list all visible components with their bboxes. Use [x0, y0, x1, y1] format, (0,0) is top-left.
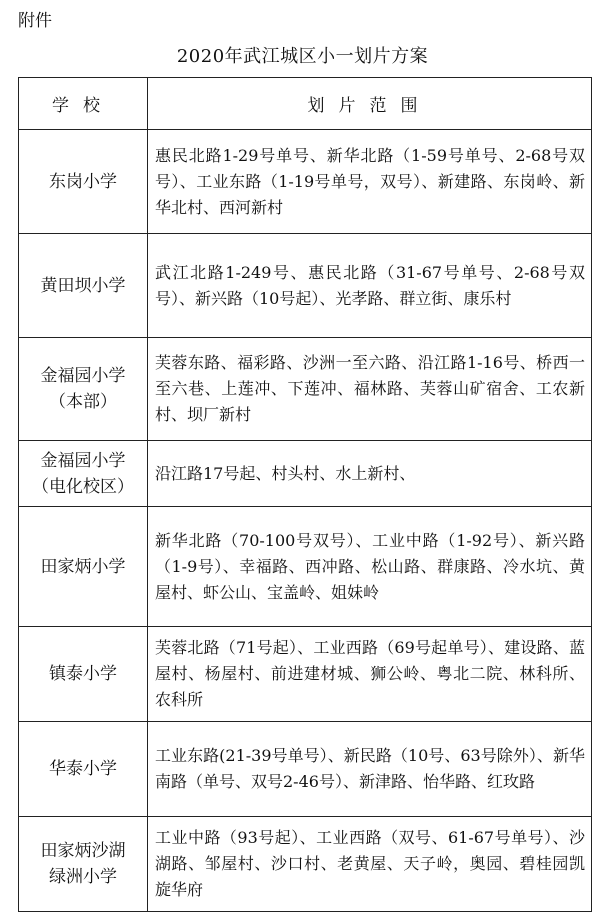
school-name: 金福园小学 （电化校区）	[19, 441, 148, 507]
zone-range: 武江北路1-249号、惠民北路（31-67号单号、2-68号双号）、新兴路（10号起）、光孝路、群立街、康乐村	[148, 234, 592, 338]
table-row	[19, 234, 592, 338]
zone-range: 新华北路（70-100号双号）、工业中路（1-92号）、新兴路（1-9号）、幸福路、西冲路、松山路、群康路、冷水坑、黄屋村、虾公山、宝盖岭、姐妹岭	[148, 507, 592, 627]
zone-range: 沿江路17号起、村头村、水上新村、	[148, 441, 592, 507]
table-row	[19, 817, 592, 912]
school-name: 华泰小学	[19, 722, 148, 817]
school-name: 黄田坝小学	[19, 234, 148, 338]
zone-range: 芙蓉北路（71号起）、工业西路（69号起单号）、建设路、蓝屋村、杨屋村、前进建材城、狮公岭、粤北二院、林科所、农科所	[148, 627, 592, 722]
school-name: 田家炳小学	[19, 507, 148, 627]
school-name: 金福园小学 （本部）	[19, 338, 148, 441]
table-row	[19, 722, 592, 817]
table-row	[19, 130, 592, 234]
attachment-label: 附件	[18, 11, 52, 31]
header-range: 划片范围	[148, 78, 592, 130]
school-name: 东岗小学	[19, 130, 148, 234]
zone-range: 惠民北路1-29号单号、新华北路（1-59号单号、2-68号双号）、工业东路（1-19号单号，双号）、新建路、东岗岭、新华北村、西河新村	[148, 130, 592, 234]
zoning-table	[18, 77, 592, 912]
zone-range: 工业中路（93号起）、工业西路（双号、61-67号单号）、沙湖路、邹屋村、沙口村、老黄屋、天子岭，奥园、碧桂园凯旋华府	[148, 817, 592, 912]
table-row	[19, 441, 592, 507]
school-name: 田家炳沙湖 绿洲小学	[19, 817, 148, 912]
zone-range: 芙蓉东路、福彩路、沙洲一至六路、沿江路1-16号、桥西一至六巷、上莲冲、下莲冲、福林路、芙蓉山矿宿舍、工农新村、坝厂新村	[148, 338, 592, 441]
table-row	[19, 338, 592, 441]
header-school: 学校	[19, 78, 148, 130]
table-row	[19, 627, 592, 722]
table-header-row	[19, 78, 592, 130]
document-title: 2020年武江城区小一划片方案	[176, 46, 429, 67]
table-row	[19, 507, 592, 627]
zone-range: 工业东路(21-39号单号）、新民路（10号、63号除外）、新华南路（单号、双号2-46号）、新津路、怡华路、红玫路	[148, 722, 592, 817]
school-name: 镇泰小学	[19, 627, 148, 722]
